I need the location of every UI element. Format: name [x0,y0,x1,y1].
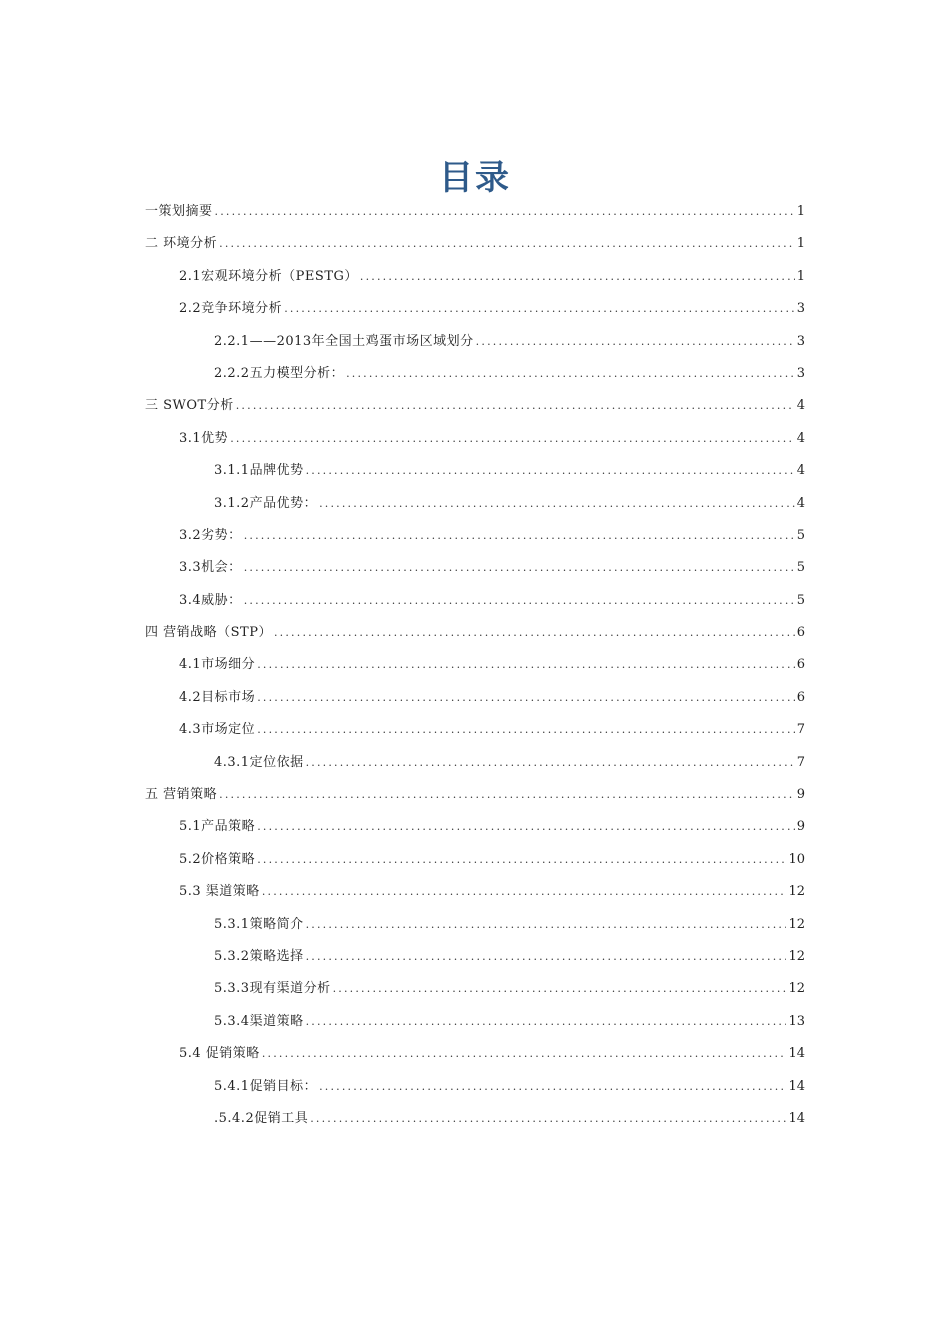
toc-leader-dots [257,844,786,876]
toc-entry-label: 3.1优势 [179,430,229,446]
toc-entry-label: 3.4威胁： [179,592,242,608]
toc-entry[interactable] [145,228,805,260]
toc-entry[interactable] [145,261,805,293]
toc-entry-page-number: 12 [788,948,805,964]
toc-entry-page-number: 1 [796,236,805,252]
toc-leader-dots [319,1071,786,1103]
toc-entry-label: 三 SWOT分析 [145,398,234,414]
toc-entry-label: 2.2.2五力模型分析： [214,365,345,381]
toc-entry-page-number: 7 [796,754,805,770]
toc-entry-label: 3.1.1品牌优势 [214,463,304,479]
toc-entry[interactable] [145,649,805,681]
toc-entry-page-number: 1 [796,204,805,219]
toc-entry[interactable] [145,876,805,908]
toc-entry-label: 4.1市场细分 [179,657,256,673]
toc-entry-page-number: 7 [796,722,805,738]
toc-entry-label: 5.3.4渠道策略 [214,1013,304,1029]
toc-leader-dots [257,682,795,714]
toc-leader-dots [306,455,795,487]
toc-entry[interactable] [145,682,805,714]
toc-leader-dots [360,261,795,293]
toc-leader-dots [244,552,795,584]
toc-entry[interactable] [145,844,805,876]
toc-entry-label: 5.3.2策略选择 [214,948,304,964]
toc-entry[interactable] [145,585,805,617]
toc-entry[interactable] [145,1038,805,1070]
toc-leader-dots [244,520,795,552]
toc-entry[interactable] [145,196,805,228]
toc-entry[interactable] [145,326,805,358]
toc-entry-label: 4.3.1定位依据 [214,754,304,770]
toc-leader-dots [274,617,795,649]
toc-entry-label: 2.1宏观环境分析（PESTG） [179,268,358,284]
toc-leader-dots [244,585,795,617]
toc-entry-page-number: 3 [796,365,805,381]
toc-entry[interactable] [145,423,805,455]
toc-entry-page-number: 12 [788,884,805,900]
toc-leader-dots [306,1006,787,1038]
toc-entry[interactable] [145,714,805,746]
toc-entry[interactable] [145,520,805,552]
toc-leader-dots [262,876,787,908]
toc-leader-dots [236,390,795,422]
toc-entry[interactable] [145,779,805,811]
toc-leader-dots [310,1103,786,1135]
toc-leader-dots [215,196,795,228]
toc-entry-page-number: 6 [796,657,805,673]
toc-leader-dots [257,811,795,843]
toc-entry[interactable] [145,552,805,584]
toc-leader-dots [219,779,795,811]
toc-entry-page-number: 14 [788,1110,805,1126]
toc-entry-page-number: 10 [788,851,805,867]
toc-entry-page-number: 4 [796,495,805,511]
toc-entry-page-number: 4 [796,463,805,479]
toc-entry-page-number: 3 [796,333,805,349]
toc-leader-dots [284,293,795,325]
toc-entry-page-number: 4 [796,430,805,446]
toc-entry-label: 2.2.1——2013年全国土鸡蛋市场区域划分 [214,333,474,349]
toc-entry[interactable] [145,747,805,779]
toc-entry-page-number: 3 [796,301,805,317]
toc-entry-page-number: 6 [796,689,805,705]
toc-entry[interactable] [145,358,805,390]
toc-leader-dots [476,326,795,358]
toc-leader-dots [230,423,795,455]
toc-entry-page-number: 6 [796,625,805,641]
toc-entry-page-number: 13 [788,1013,805,1029]
toc-leader-dots [219,228,795,260]
toc-entry-label: 3.2劣势： [179,527,242,543]
toc-leader-dots [306,747,795,779]
toc-entry-label: .5.4.2促销工具 [214,1110,309,1126]
toc-entry[interactable] [145,488,805,520]
toc-entry[interactable] [145,293,805,325]
toc-entry-page-number: 9 [796,787,805,803]
toc-leader-dots [306,909,787,941]
toc-entry-label: 3.3机会： [179,560,242,576]
toc-entry-label: 5.4.1促销目标： [214,1078,318,1094]
toc-entry-label: 5.4 促销策略 [179,1046,260,1062]
table-of-contents [145,196,805,1135]
toc-entry-label: 四 营销战略（STP） [145,625,272,641]
toc-entry[interactable] [145,455,805,487]
toc-entry[interactable] [145,973,805,1005]
toc-entry-page-number: 5 [796,560,805,576]
toc-entry[interactable] [145,941,805,973]
toc-entry-page-number: 1 [796,268,805,284]
toc-entry-label: 5.3.1策略简介 [214,916,304,932]
toc-entry-page-number: 5 [796,527,805,543]
toc-leader-dots [333,973,787,1005]
toc-leader-dots [257,714,795,746]
toc-entry-label: 3.1.2产品优势： [214,495,318,511]
toc-entry-label: 5.1产品策略 [179,819,256,835]
toc-entry[interactable] [145,1103,805,1135]
toc-leader-dots [319,488,795,520]
toc-leader-dots [257,649,795,681]
toc-entry[interactable] [145,1006,805,1038]
toc-entry[interactable] [145,390,805,422]
toc-entry[interactable] [145,617,805,649]
toc-entry-label: 5.3 渠道策略 [179,884,260,900]
toc-entry[interactable] [145,1071,805,1103]
toc-entry-label: 4.3市场定位 [179,722,256,738]
toc-entry-label: 5.3.3现有渠道分析 [214,981,331,997]
toc-leader-dots [306,941,787,973]
toc-entry-label: 5.2价格策略 [179,851,256,867]
toc-leader-dots [346,358,795,390]
toc-entry-page-number: 12 [788,981,805,997]
toc-entry-page-number: 4 [796,398,805,414]
toc-entry[interactable] [145,811,805,843]
toc-leader-dots [262,1038,787,1070]
toc-entry-label: 4.2目标市场 [179,689,256,705]
toc-entry[interactable] [145,909,805,941]
toc-entry-page-number: 14 [788,1078,805,1094]
toc-entry-label: 2.2竞争环境分析 [179,301,283,317]
toc-entry-label: 二 环境分析 [145,236,218,252]
toc-entry-page-number: 9 [796,819,805,835]
toc-entry-page-number: 12 [788,916,805,932]
toc-entry-label: 一策划摘要 [145,204,213,219]
toc-entry-label: 五 营销策略 [145,787,218,803]
page-title: 目录 [439,158,511,198]
toc-entry-page-number: 5 [796,592,805,608]
toc-entry-page-number: 14 [788,1046,805,1062]
